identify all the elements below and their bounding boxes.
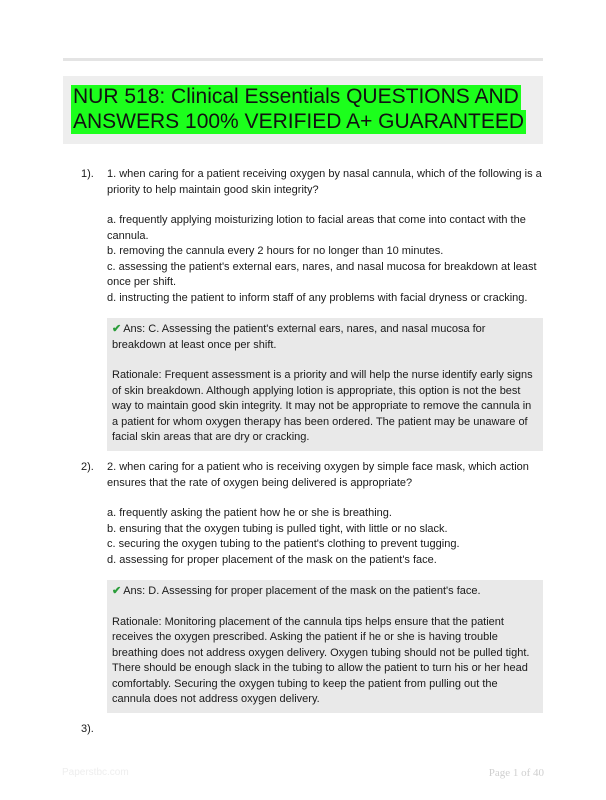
answer-text: Ans: C. Assessing the patient's external ears, nares, and nasal mucosa for breakdown at least once per shift. [112, 323, 486, 351]
document-title-box [63, 76, 543, 144]
question-1 [81, 167, 543, 451]
option-d: d. instructing the patient to inform staff of any problems with facial dryness or cracking. [107, 291, 528, 304]
option-d: d. assessing for proper placement of the mask on the patient's face. [107, 553, 437, 566]
option-a: a. frequently asking the patient how he or she is breathing. [107, 507, 392, 519]
option-list [107, 213, 543, 306]
answer-box [107, 318, 543, 451]
option-c: c. securing the oxygen tubing to the patient's clothing to prevent tugging. [107, 538, 460, 550]
check-icon: ✔ [112, 323, 122, 335]
question-text: 1. when caring for a patient receiving oxygen by nasal cannula, which of the following is a priority to help maintain good skin integrity? [107, 168, 542, 196]
page-indicator: Page 1 of 40 [488, 767, 544, 779]
question-number: 1). [81, 168, 94, 180]
check-icon: ✔ [112, 585, 122, 597]
question-2 [81, 460, 543, 713]
question-text: 2. when caring for a patient who is receiving oxygen by simple face mask, which action ensures that the rate of oxygen being delivered is appropriate? [107, 461, 529, 489]
option-list [107, 506, 543, 568]
answer-line [112, 322, 539, 353]
question-number: 3). [81, 723, 94, 735]
option-c: c. assessing the patient's external ears, nares, and nasal mucosa for breakdown at least once per shift. [107, 260, 537, 288]
top-divider [63, 58, 543, 61]
question-number: 2). [81, 461, 94, 473]
rationale-text: Rationale: Monitoring placement of the cannula tips helps ensure that the patient receives the oxygen prescribed. Asking the patient if he or she is having trouble breathing does not address oxygen delivery. Oxygen tubing should not be pulled tight. There should be enough slack in the tubing to allow the patient to turn his or her head comfortably. Securing the oxygen tubing to keep the patient from pulling out the cannula does not address oxygen delivery. [112, 615, 530, 705]
answer-line [112, 584, 539, 600]
option-b: b. ensuring that the oxygen tubing is pulled tight, with little or no slack. [107, 522, 448, 535]
rationale-text: Rationale: Frequent assessment is a priority and will help the nurse identify early signs of skin breakdown. Although applying lotion is appropriate, this option is not the best way to maintain good skin integrity. It may not be appropriate to remove the cannula in a patient for whom oxygen therapy has been ordered. The patient may be unaware of facial skin areas that are dry or cracking. [112, 369, 533, 443]
document-title-line-2: ANSWERS 100% VERIFIED A+ GUARANTEED [73, 109, 525, 133]
document-title-line-1: NUR 518: Clinical Essentials QUESTIONS AND [73, 85, 519, 108]
answer-text: Ans: D. Assessing for proper placement of the mask on the patient's face. [123, 585, 481, 597]
option-a: a. frequently applying moisturizing lotion to facial areas that come into contact with the cannula. [107, 214, 526, 242]
option-b: b. removing the cannula every 2 hours for no longer than 10 minutes. [107, 245, 444, 257]
footer-site: Paperstbc.com [62, 767, 129, 778]
answer-box [107, 580, 543, 713]
